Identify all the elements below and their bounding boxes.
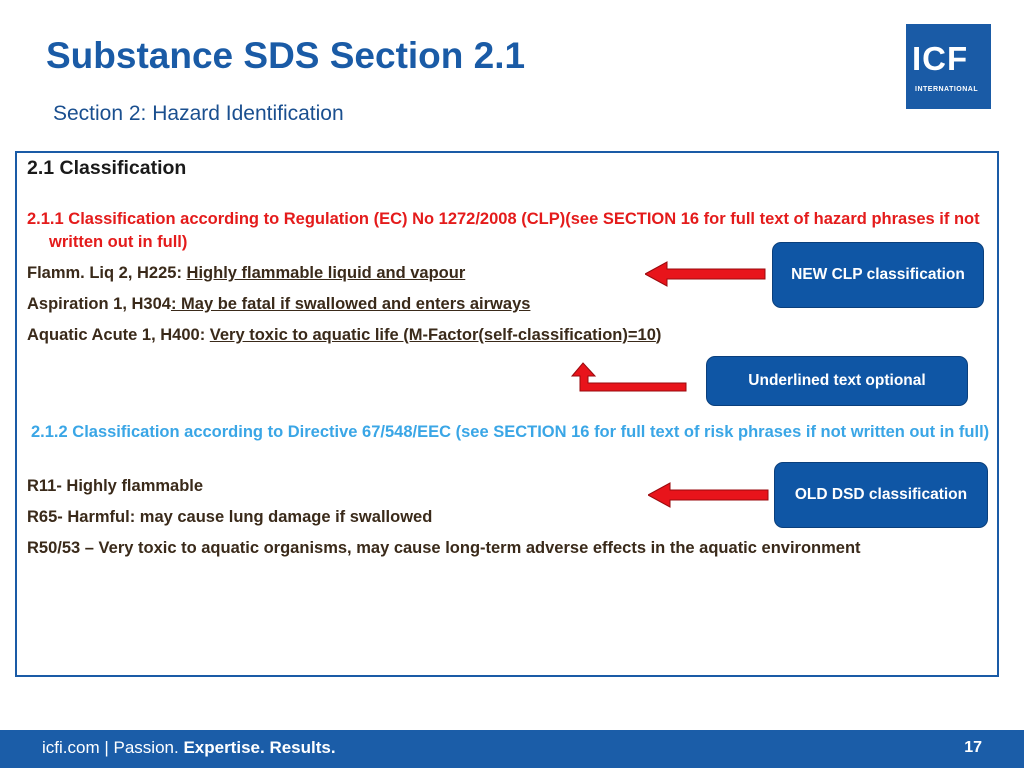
clp-item-aspiration	[27, 293, 530, 316]
clp-header: 2.1.1 Classification according to Regulation (EC) No 1272/2008 (CLP)(see SECTION 16 for full text of hazard phrases if not written out in full)	[27, 210, 980, 251]
clp-item-flammable	[27, 262, 465, 285]
dsd-item-r11: R11- Highly flammable	[27, 477, 204, 495]
clp-item-text: : May be fatal if swallowed and enters airways	[170, 295, 531, 313]
arrow-left-icon	[645, 260, 767, 288]
icf-logo	[906, 24, 991, 109]
logo-subtext: INTERNATIONAL	[915, 86, 979, 93]
section-heading: 2.1 Classification	[27, 157, 187, 179]
clp-item-code: Aspiration 1, H304	[27, 295, 171, 313]
page-number: 17	[964, 739, 982, 756]
footer-site-link[interactable]: icfi.com	[42, 738, 100, 757]
dsd-header: 2.1.2 Classification according to Directive 67/548/EEC (see SECTION 16 for full text of risk phrases if not written out in full)	[31, 423, 990, 441]
footer-tagline	[42, 738, 336, 758]
dsd-item-r65: R65- Harmful: may cause lung damage if swallowed	[27, 508, 433, 526]
arrow-left-icon	[648, 481, 770, 509]
slide-title: Substance SDS Section 2.1	[46, 35, 526, 76]
clp-item-tail: )	[655, 326, 662, 344]
slide-subtitle: Section 2: Hazard Identification	[53, 102, 344, 125]
clp-item-code: Flamm. Liq 2, H225:	[27, 264, 187, 282]
logo-mark: ICF	[912, 40, 969, 77]
footer-bar	[0, 730, 1024, 768]
clp-item-code: Aquatic Acute 1, H400:	[27, 326, 210, 344]
callout-new-clp: NEW CLP classification	[772, 242, 984, 308]
clp-item-aquatic	[27, 324, 661, 347]
footer-separator: |	[99, 738, 114, 757]
arrow-up-left-icon	[570, 362, 688, 394]
dsd-item-r50-53: R50/53 – Very toxic to aquatic organisms, may cause long-term adverse effects in the aquatic environment	[27, 539, 861, 557]
callout-old-dsd: OLD DSD classification	[774, 462, 988, 528]
footer-word-results: Results.	[269, 738, 336, 757]
footer-word-passion: Passion.	[113, 738, 184, 757]
clp-item-text: Very toxic to aquatic life (M-Factor(self-classification)=10	[209, 326, 656, 344]
footer-word-expertise: Expertise.	[183, 738, 270, 757]
callout-underlined-optional: Underlined text optional	[706, 356, 968, 406]
clp-item-text: Highly flammable liquid and vapour	[186, 264, 466, 282]
